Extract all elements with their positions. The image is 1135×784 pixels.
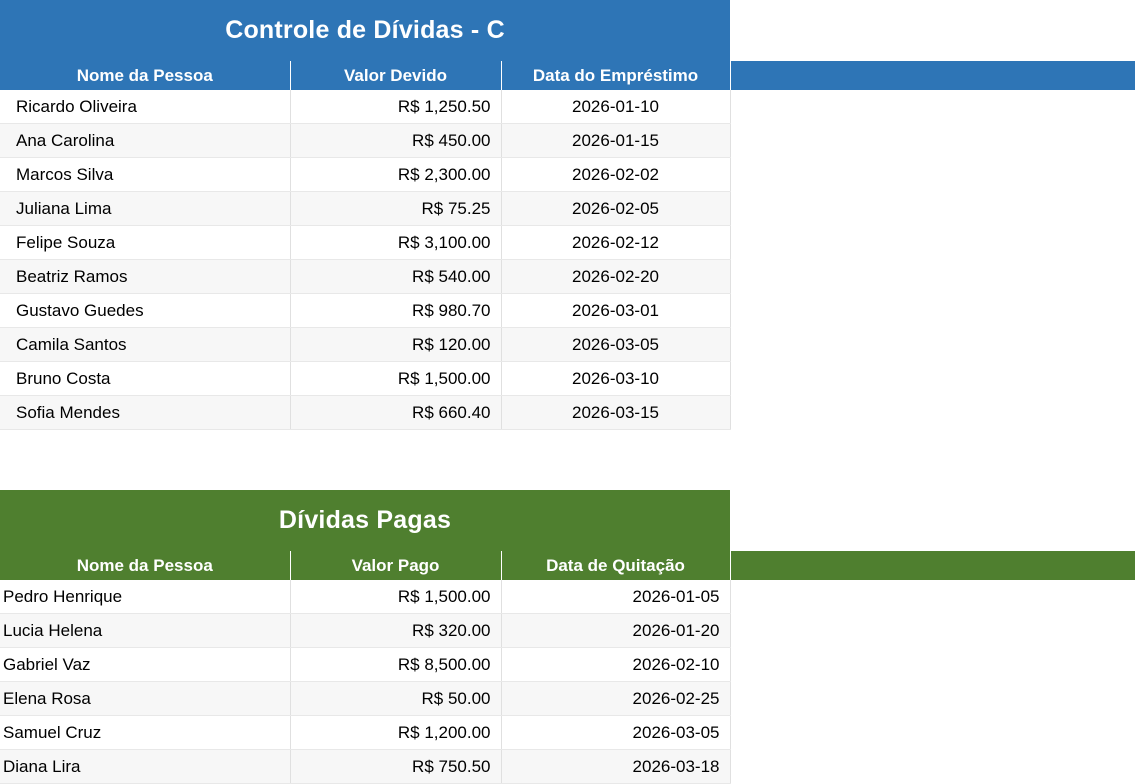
cell-date[interactable]: 2026-02-05: [501, 192, 730, 226]
table-title-row: [0, 0, 1135, 61]
table-title-row: [0, 490, 1135, 551]
cell-name[interactable]: Juliana Lima: [0, 192, 290, 226]
cell-date[interactable]: 2026-02-20: [501, 260, 730, 294]
table-row[interactable]: [0, 750, 1135, 784]
title-row-filler: [730, 0, 1135, 61]
cell-name[interactable]: Bruno Costa: [0, 362, 290, 396]
cell-empty: [730, 580, 1135, 614]
cell-name[interactable]: Beatriz Ramos: [0, 260, 290, 294]
table-header-row: [0, 61, 1135, 90]
column-header-name[interactable]: Nome da Pessoa: [0, 551, 290, 580]
table-row[interactable]: [0, 682, 1135, 716]
cell-empty: [730, 124, 1135, 158]
cell-date[interactable]: 2026-02-02: [501, 158, 730, 192]
cell-value[interactable]: R$ 120.00: [290, 328, 501, 362]
cell-date[interactable]: 2026-03-10: [501, 362, 730, 396]
cell-value[interactable]: R$ 320.00: [290, 614, 501, 648]
cell-date[interactable]: 2026-03-01: [501, 294, 730, 328]
cell-date[interactable]: 2026-01-15: [501, 124, 730, 158]
cell-empty: [730, 750, 1135, 784]
cell-value[interactable]: R$ 450.00: [290, 124, 501, 158]
cell-empty: [730, 614, 1135, 648]
header-row-filler: [730, 61, 1135, 90]
title-row-filler: [730, 490, 1135, 551]
table-row[interactable]: [0, 90, 1135, 124]
cell-name[interactable]: Diana Lira: [0, 750, 290, 784]
table-row[interactable]: [0, 328, 1135, 362]
cell-value[interactable]: R$ 1,500.00: [290, 580, 501, 614]
cell-value[interactable]: R$ 1,250.50: [290, 90, 501, 124]
cell-value[interactable]: R$ 980.70: [290, 294, 501, 328]
table-row[interactable]: [0, 614, 1135, 648]
cell-date[interactable]: 2026-03-05: [501, 716, 730, 750]
cell-date[interactable]: 2026-03-15: [501, 396, 730, 430]
cell-value[interactable]: R$ 540.00: [290, 260, 501, 294]
table-row[interactable]: [0, 580, 1135, 614]
cell-name[interactable]: Marcos Silva: [0, 158, 290, 192]
table-title-dividas-pagas: Dívidas Pagas: [0, 490, 730, 551]
cell-name[interactable]: Ricardo Oliveira: [0, 90, 290, 124]
table-block-dividas-pagas: [0, 490, 1135, 784]
column-header-value[interactable]: Valor Pago: [290, 551, 501, 580]
cell-value[interactable]: R$ 1,200.00: [290, 716, 501, 750]
cell-name[interactable]: Sofia Mendes: [0, 396, 290, 430]
cell-date[interactable]: 2026-01-10: [501, 90, 730, 124]
cell-value[interactable]: R$ 1,500.00: [290, 362, 501, 396]
cell-date[interactable]: 2026-02-12: [501, 226, 730, 260]
cell-date[interactable]: 2026-03-05: [501, 328, 730, 362]
table-row[interactable]: [0, 648, 1135, 682]
column-header-date[interactable]: Data de Quitação: [501, 551, 730, 580]
cell-name[interactable]: Samuel Cruz: [0, 716, 290, 750]
cell-date[interactable]: 2026-02-10: [501, 648, 730, 682]
cell-empty: [730, 294, 1135, 328]
column-header-value[interactable]: Valor Devido: [290, 61, 501, 90]
cell-empty: [730, 396, 1135, 430]
debts-paid-table: [0, 490, 1135, 784]
table-row[interactable]: [0, 260, 1135, 294]
cell-value[interactable]: R$ 660.40: [290, 396, 501, 430]
cell-value[interactable]: R$ 75.25: [290, 192, 501, 226]
cell-value[interactable]: R$ 2,300.00: [290, 158, 501, 192]
cell-date[interactable]: 2026-03-18: [501, 750, 730, 784]
table-row[interactable]: [0, 294, 1135, 328]
cell-empty: [730, 158, 1135, 192]
cell-empty: [730, 192, 1135, 226]
cell-name[interactable]: Lucia Helena: [0, 614, 290, 648]
cell-empty: [730, 226, 1135, 260]
cell-empty: [730, 328, 1135, 362]
cell-empty: [730, 648, 1135, 682]
cell-name[interactable]: Pedro Henrique: [0, 580, 290, 614]
table-row[interactable]: [0, 716, 1135, 750]
table-row[interactable]: [0, 158, 1135, 192]
column-header-name[interactable]: Nome da Pessoa: [0, 61, 290, 90]
header-row-filler: [730, 551, 1135, 580]
cell-empty: [730, 260, 1135, 294]
table-row[interactable]: [0, 226, 1135, 260]
cell-value[interactable]: R$ 50.00: [290, 682, 501, 716]
cell-name[interactable]: Felipe Souza: [0, 226, 290, 260]
cell-empty: [730, 362, 1135, 396]
cell-empty: [730, 682, 1135, 716]
table-row[interactable]: [0, 396, 1135, 430]
cell-date[interactable]: 2026-02-25: [501, 682, 730, 716]
cell-date[interactable]: 2026-01-20: [501, 614, 730, 648]
table-header-row: [0, 551, 1135, 580]
block-spacer: [0, 430, 1135, 490]
cell-name[interactable]: Elena Rosa: [0, 682, 290, 716]
cell-name[interactable]: Camila Santos: [0, 328, 290, 362]
cell-name[interactable]: Ana Carolina: [0, 124, 290, 158]
column-header-date[interactable]: Data do Empréstimo: [501, 61, 730, 90]
cell-value[interactable]: R$ 8,500.00: [290, 648, 501, 682]
table-title-dividas-abertas: Controle de Dívidas - C: [0, 0, 730, 61]
cell-date[interactable]: 2026-01-05: [501, 580, 730, 614]
cell-name[interactable]: Gustavo Guedes: [0, 294, 290, 328]
cell-value[interactable]: R$ 750.50: [290, 750, 501, 784]
cell-empty: [730, 716, 1135, 750]
cell-value[interactable]: R$ 3,100.00: [290, 226, 501, 260]
table-row[interactable]: [0, 192, 1135, 226]
table-row[interactable]: [0, 124, 1135, 158]
cell-empty: [730, 90, 1135, 124]
table-row[interactable]: [0, 362, 1135, 396]
cell-name[interactable]: Gabriel Vaz: [0, 648, 290, 682]
